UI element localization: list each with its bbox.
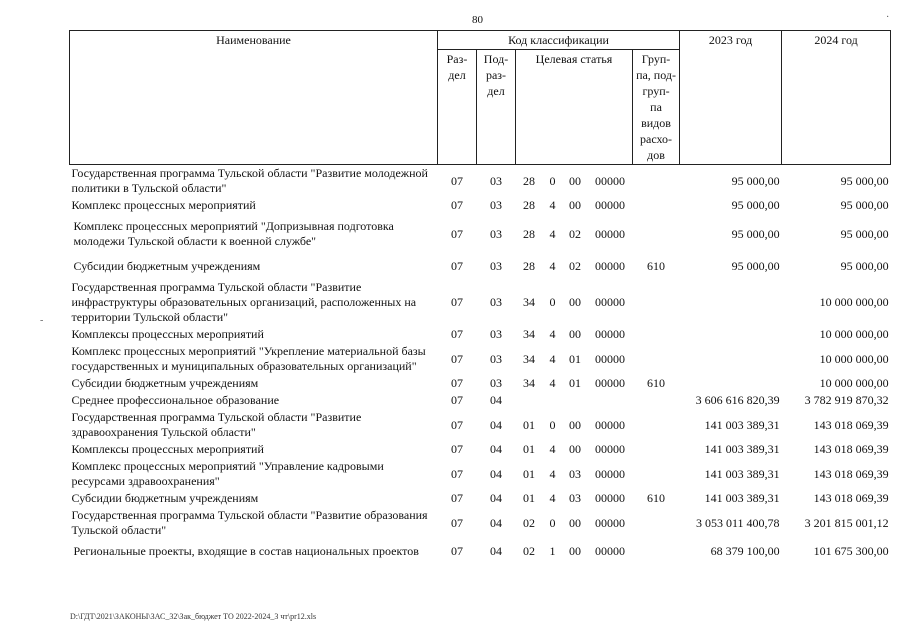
row-subsection: 03 bbox=[490, 351, 502, 366]
row-target-program: 28 bbox=[523, 226, 535, 241]
row-subsection: 04 bbox=[490, 393, 502, 407]
row-subsection: 04 bbox=[490, 544, 502, 558]
row-amount-2024: 95 000,00 bbox=[840, 226, 889, 241]
row-amount-2024: 143 018 069,39 bbox=[813, 417, 889, 432]
row-amount-2024: 143 018 069,39 bbox=[813, 466, 889, 481]
table-row bbox=[70, 254, 891, 279]
row-target-structure: 00 bbox=[569, 515, 581, 530]
row-target-type: 4 bbox=[549, 351, 556, 366]
row-target-structure: 00 bbox=[569, 442, 581, 456]
row-name: Среднее профессиональное образование bbox=[71, 393, 280, 407]
row-target-program: 01 bbox=[523, 466, 535, 481]
row-subsection: 03 bbox=[490, 198, 502, 212]
page-number: 80 bbox=[472, 14, 483, 26]
row-amount-2024: 3 201 815 001,12 bbox=[804, 515, 889, 530]
row-target-type bbox=[543, 392, 563, 409]
header-name: Наименование bbox=[70, 31, 438, 165]
row-expense-group bbox=[633, 409, 680, 441]
row-expense-group: 610 bbox=[647, 259, 666, 273]
row-target-structure: 00 bbox=[569, 173, 581, 188]
row-target-program: 34 bbox=[523, 376, 535, 390]
row-target-structure: 00 bbox=[569, 544, 581, 558]
row-amount-2024: 101 675 300,00 bbox=[813, 544, 889, 558]
header-subsection: Под- раз- дел bbox=[477, 50, 516, 165]
row-amount-2023: 3 606 616 820,39 bbox=[695, 393, 780, 407]
row-section: 07 bbox=[451, 327, 463, 341]
row-expense-group bbox=[633, 197, 680, 214]
row-target-type: 0 bbox=[549, 173, 556, 188]
row-expense-group bbox=[633, 539, 680, 564]
row-section: 07 bbox=[451, 295, 463, 309]
row-amount-2023 bbox=[680, 375, 782, 392]
row-section: 07 bbox=[451, 173, 463, 188]
table-row bbox=[70, 165, 891, 198]
row-target-type: 4 bbox=[549, 491, 556, 505]
row-target-direction: 00000 bbox=[595, 259, 625, 273]
row-name: Государственная программа Тульской области "Развитие инфраструктуры образовательных организаций, расположенных на территории Тульской области" bbox=[71, 280, 417, 324]
row-target-type: 4 bbox=[549, 466, 556, 481]
row-amount-2023: 95 000,00 bbox=[731, 198, 780, 212]
row-target-type: 4 bbox=[549, 259, 556, 273]
row-expense-group: 610 bbox=[647, 491, 666, 505]
row-section: 07 bbox=[451, 226, 463, 241]
row-amount-2023 bbox=[680, 326, 782, 343]
row-target-program: 02 bbox=[523, 544, 535, 558]
row-target-type: 4 bbox=[549, 198, 556, 212]
row-target-program: 28 bbox=[523, 173, 535, 188]
row-amount-2023: 141 003 389,31 bbox=[704, 491, 780, 505]
budget-table bbox=[69, 30, 891, 564]
row-target-type: 0 bbox=[549, 417, 556, 432]
row-expense-group bbox=[633, 343, 680, 375]
row-name: Субсидии бюджетным учреждениям bbox=[71, 491, 259, 505]
row-target-type: 4 bbox=[549, 376, 556, 390]
row-subsection: 04 bbox=[490, 491, 502, 505]
row-target-direction: 00000 bbox=[595, 515, 625, 530]
row-target-direction: 00000 bbox=[595, 491, 625, 505]
table-row bbox=[70, 539, 891, 564]
row-amount-2024: 143 018 069,39 bbox=[813, 491, 889, 505]
row-subsection: 04 bbox=[490, 417, 502, 432]
row-target-program: 34 bbox=[523, 327, 535, 341]
row-amount-2023 bbox=[680, 343, 782, 375]
row-name: Субсидии бюджетным учреждениям bbox=[71, 376, 259, 390]
row-target-direction: 00000 bbox=[595, 466, 625, 481]
row-target-direction: 00000 bbox=[595, 173, 625, 188]
row-subsection: 03 bbox=[490, 226, 502, 241]
table-row bbox=[70, 458, 891, 490]
table-row bbox=[70, 507, 891, 539]
row-expense-group bbox=[633, 441, 680, 458]
row-section: 07 bbox=[451, 491, 463, 505]
row-section: 07 bbox=[451, 442, 463, 456]
row-amount-2024: 10 000 000,00 bbox=[819, 327, 889, 341]
row-expense-group bbox=[633, 279, 680, 326]
row-subsection: 03 bbox=[490, 376, 502, 390]
row-name: Комплекс процессных мероприятий bbox=[71, 198, 256, 212]
header-section: Раз- дел bbox=[438, 50, 477, 165]
row-expense-group bbox=[633, 214, 680, 254]
row-expense-group bbox=[633, 507, 680, 539]
row-subsection: 03 bbox=[490, 327, 502, 341]
table-row bbox=[70, 326, 891, 343]
row-subsection: 04 bbox=[490, 466, 502, 481]
row-target-program: 28 bbox=[523, 198, 535, 212]
scan-mark: · bbox=[886, 12, 890, 23]
row-section: 07 bbox=[451, 393, 463, 407]
header-year-1: 2023 год bbox=[680, 31, 782, 165]
row-amount-2023: 95 000,00 bbox=[731, 259, 780, 273]
row-target-direction: 00000 bbox=[595, 351, 625, 366]
row-target-type: 4 bbox=[549, 327, 556, 341]
row-amount-2024: 95 000,00 bbox=[840, 198, 889, 212]
row-target-direction: 00000 bbox=[595, 442, 625, 456]
row-amount-2024: 10 000 000,00 bbox=[819, 376, 889, 390]
row-subsection: 04 bbox=[490, 515, 502, 530]
row-subsection: 03 bbox=[490, 173, 502, 188]
row-target-structure: 01 bbox=[569, 351, 581, 366]
row-expense-group bbox=[633, 458, 680, 490]
row-target-structure: 02 bbox=[569, 259, 581, 273]
row-target-structure: 00 bbox=[569, 327, 581, 341]
row-section: 07 bbox=[451, 351, 463, 366]
row-target-type: 1 bbox=[549, 544, 556, 558]
row-expense-group bbox=[633, 392, 680, 409]
table-row bbox=[70, 392, 891, 409]
row-target-type: 0 bbox=[549, 515, 556, 530]
row-name: Комплекс процессных мероприятий "Укрепление материальной базы государственных и муниципальных образовательных организаций" bbox=[71, 344, 426, 373]
row-target-structure: 03 bbox=[569, 466, 581, 481]
row-subsection: 04 bbox=[490, 442, 502, 456]
row-target-program: 28 bbox=[523, 259, 535, 273]
row-amount-2023: 3 053 011 400,78 bbox=[696, 515, 780, 530]
row-target-structure: 00 bbox=[569, 417, 581, 432]
row-name: Государственная программа Тульской области "Развитие молодежной политики в Тульской области" bbox=[71, 166, 428, 195]
row-target-direction: 00000 bbox=[595, 226, 625, 241]
row-target-program: 01 bbox=[523, 442, 535, 456]
row-name: Комплекс процессных мероприятий "Допризывная подготовка молодежи Тульской области к военной службе" bbox=[73, 219, 394, 248]
row-amount-2024: 143 018 069,39 bbox=[813, 442, 889, 456]
row-target-program: 01 bbox=[523, 491, 535, 505]
row-target-type: 4 bbox=[549, 226, 556, 241]
row-target-structure: 00 bbox=[569, 198, 581, 212]
row-expense-group bbox=[633, 326, 680, 343]
row-amount-2024: 95 000,00 bbox=[840, 173, 889, 188]
row-name: Комплексы процессных мероприятий bbox=[71, 327, 264, 341]
row-amount-2023: 68 379 100,00 bbox=[710, 544, 780, 558]
row-amount-2023: 95 000,00 bbox=[731, 226, 780, 241]
row-amount-2024: 10 000 000,00 bbox=[819, 295, 889, 309]
row-subsection: 03 bbox=[490, 259, 502, 273]
table-body bbox=[70, 165, 891, 565]
table-row bbox=[70, 343, 891, 375]
row-amount-2024: 3 782 919 870,32 bbox=[804, 393, 889, 407]
row-target-direction: 00000 bbox=[595, 376, 625, 390]
table-row bbox=[70, 441, 891, 458]
row-target-structure: 03 bbox=[569, 491, 581, 505]
table-row bbox=[70, 409, 891, 441]
header-expense-group: Груп- па, под- груп- па видов расхо- дов bbox=[633, 50, 680, 165]
header-classification: Код классификации bbox=[438, 31, 680, 50]
row-amount-2023 bbox=[680, 279, 782, 326]
row-section: 07 bbox=[451, 259, 463, 273]
row-section: 07 bbox=[451, 198, 463, 212]
row-amount-2024: 95 000,00 bbox=[840, 259, 889, 273]
row-amount-2023: 95 000,00 bbox=[731, 173, 780, 188]
row-target-direction: 00000 bbox=[595, 295, 625, 309]
row-target-type: 4 bbox=[549, 442, 556, 456]
row-target-direction: 00000 bbox=[595, 417, 625, 432]
row-expense-group bbox=[633, 165, 680, 198]
row-amount-2023: 141 003 389,31 bbox=[704, 417, 780, 432]
row-target-direction: 00000 bbox=[595, 544, 625, 558]
table-row bbox=[70, 490, 891, 507]
row-amount-2024: 10 000 000,00 bbox=[819, 351, 889, 366]
row-section: 07 bbox=[451, 417, 463, 432]
row-name: Субсидии бюджетным учреждениям bbox=[73, 259, 261, 273]
row-name: Региональные проекты, входящие в состав национальных проектов bbox=[73, 544, 419, 558]
row-name: Государственная программа Тульской области "Развитие здравоохранения Тульской области" bbox=[71, 410, 362, 439]
row-target-program: 34 bbox=[523, 295, 535, 309]
header-target-item: Целевая статья bbox=[516, 50, 633, 165]
row-target-program: 01 bbox=[523, 417, 535, 432]
table-row bbox=[70, 214, 891, 254]
row-amount-2023: 141 003 389,31 bbox=[704, 466, 780, 481]
row-subsection: 03 bbox=[490, 295, 502, 309]
scan-mark-left: - bbox=[40, 315, 44, 326]
table-row bbox=[70, 197, 891, 214]
row-target-direction bbox=[588, 392, 633, 409]
row-name: Комплекс процессных мероприятий "Управление кадровыми ресурсами здравоохранения" bbox=[71, 459, 384, 488]
row-target-structure: 01 bbox=[569, 376, 581, 390]
row-name: Комплексы процессных мероприятий bbox=[71, 442, 264, 456]
table-row bbox=[70, 375, 891, 392]
table-row bbox=[70, 279, 891, 326]
row-amount-2023: 141 003 389,31 bbox=[704, 442, 780, 456]
row-target-type: 0 bbox=[549, 295, 556, 309]
footer-file-path: D:\ГДТ\2021\ЗАКОНЫ\ЗАС_32\Зак_бюджет ТО 2022-2024_3 чт\pr12.xls bbox=[70, 612, 317, 621]
row-section: 07 bbox=[451, 515, 463, 530]
row-expense-group: 610 bbox=[647, 376, 666, 390]
row-section: 07 bbox=[451, 466, 463, 481]
row-section: 07 bbox=[451, 376, 463, 390]
row-name: Государственная программа Тульской области "Развитие образования Тульской области" bbox=[71, 508, 428, 537]
row-target-program: 34 bbox=[523, 351, 535, 366]
row-target-structure: 02 bbox=[569, 226, 581, 241]
row-target-structure: 00 bbox=[569, 295, 581, 309]
row-target-structure bbox=[563, 392, 588, 409]
header-year-2: 2024 год bbox=[782, 31, 891, 165]
row-target-direction: 00000 bbox=[595, 198, 625, 212]
row-target-program: 02 bbox=[523, 515, 535, 530]
row-section: 07 bbox=[451, 544, 463, 558]
row-target-program bbox=[516, 392, 543, 409]
row-target-direction: 00000 bbox=[595, 327, 625, 341]
